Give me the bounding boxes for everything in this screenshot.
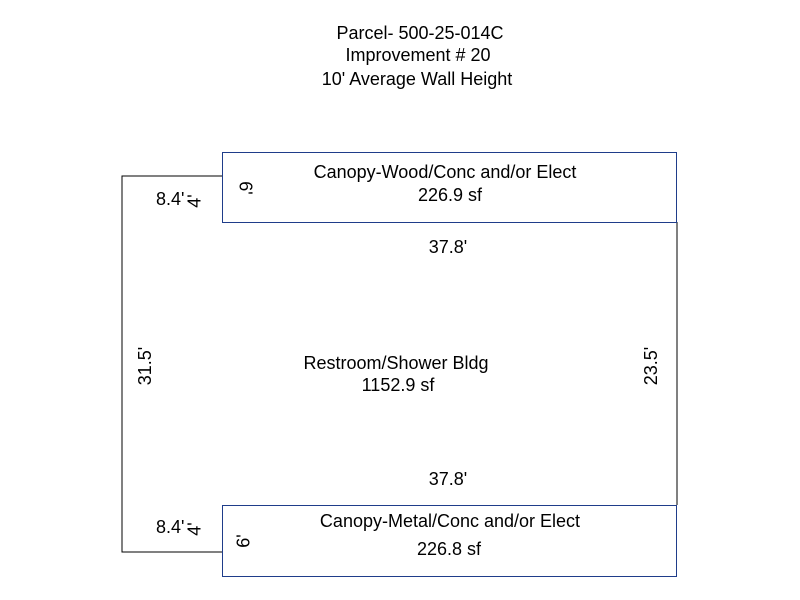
main-building-area: 1152.9 sf (361, 375, 435, 395)
parcel-title: Parcel- 500-25-014C (336, 23, 504, 43)
main-right-dimension: 23.5' (641, 346, 662, 386)
improvement-title: Improvement # 20 (345, 45, 491, 65)
top-canopy-area: 226.9 sf (417, 185, 483, 205)
top-canopy-small-dimension: 4' (184, 194, 205, 208)
bottom-canopy-label: Canopy-Metal/Conc and/or Elect (319, 511, 581, 531)
top-left-offset-dimension: 8.4' (156, 189, 185, 209)
wall-height-title: 10' Average Wall Height (321, 69, 513, 89)
bottom-left-offset-dimension: 8.4' (156, 517, 185, 537)
bottom-canopy-small-dimension: 4' (184, 522, 205, 536)
top-canopy-label: Canopy-Wood/Conc and/or Elect (313, 162, 577, 182)
bottom-canopy-height-dimension: 6' (233, 534, 254, 548)
main-left-dimension: 31.5' (135, 346, 156, 386)
bottom-canopy-area: 226.8 sf (416, 539, 482, 559)
main-bottom-dimension: 37.8' (428, 469, 468, 489)
main-top-dimension: 37.8' (428, 237, 468, 257)
top-canopy-height-dimension: 6' (235, 181, 256, 195)
main-building-label: Restroom/Shower Bldg (303, 353, 489, 373)
